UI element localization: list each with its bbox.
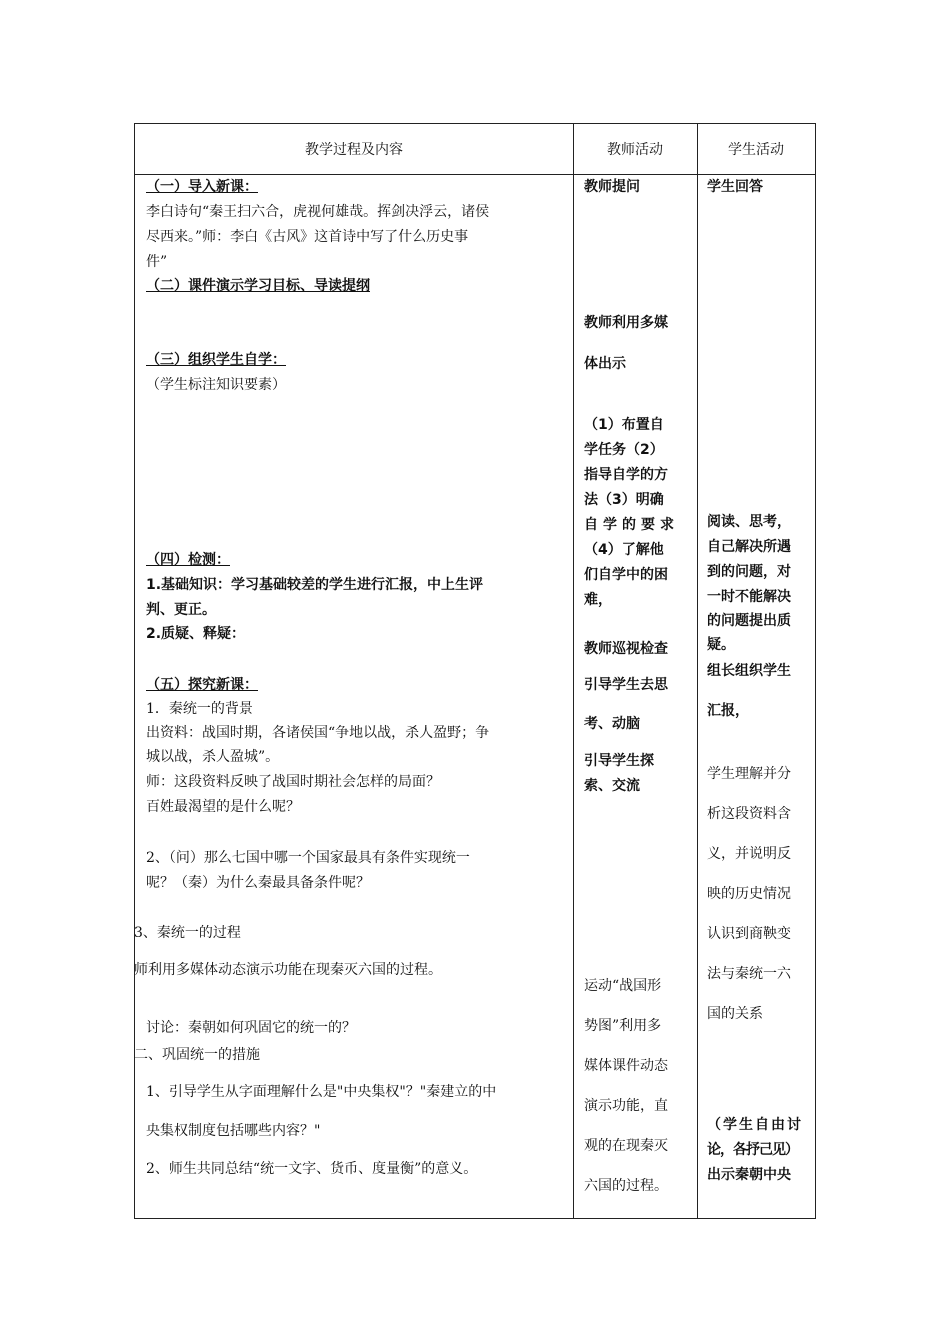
text-line: 呢？（秦）为什么秦最具备条件呢？ (146, 875, 370, 891)
text-line: 师：这段资料反映了战国时期社会怎样的局面？ (146, 774, 440, 790)
text-line: 3、秦统一的过程 (134, 925, 241, 941)
text-line: 论，各抒己见） (707, 1142, 798, 1158)
text-line: 2.质疑、释疑： (146, 626, 246, 642)
text-line: 运动“战国形 (584, 978, 662, 994)
text-line: 学任务（2） (584, 442, 664, 458)
text-line: 学生理解并分 (707, 766, 791, 782)
section-explore-title: （五）探究新课： (146, 677, 258, 693)
text-line: 件” (146, 254, 168, 270)
text-line: 六国的过程。 (584, 1178, 668, 1194)
text-line: 2、（问）那么七国中哪一个国家最具有条件实现统一 (146, 850, 470, 866)
text-line: 央集权制度包括哪些内容？" (146, 1123, 321, 1139)
text-line: 自己解决所遇 (707, 539, 791, 555)
text-line: （1）布置自 (584, 417, 664, 433)
section-objectives-title: （二）课件演示学习目标、导读提纲 (146, 278, 370, 294)
text-line: 认识到商鞅变 (707, 926, 791, 942)
section-intro-title: （一）导入新课： (146, 179, 258, 195)
text-line: 引导学生探 (584, 753, 654, 769)
text-line: 李白诗句“秦王扫六合，虎视何雄哉。挥剑决浮云，诸侯 (146, 204, 490, 220)
text-line: 难， (584, 592, 612, 608)
column-divider (573, 124, 574, 1218)
text-line: 组长组织学生 (707, 663, 791, 679)
text-line: 讨论：秦朝如何巩固它的统一的？ (146, 1020, 356, 1036)
text-line: 引导学生去思 (584, 677, 668, 693)
text-line: 1.基础知识：学习基础较差的学生进行汇报，中上生评 (146, 577, 484, 593)
text-line: 到的问题，对 (707, 564, 791, 580)
text-line: 学生回答 (707, 179, 763, 195)
text-line: 阅读、思考， (707, 514, 791, 530)
text-line: 势图”利用多 (584, 1018, 662, 1034)
text-line: 国的关系 (707, 1006, 763, 1022)
section-self-study-title: （三）组织学生自学： (146, 352, 286, 368)
text-line: 一时不能解决 (707, 589, 791, 605)
header-process-content: 教学过程及内容 (305, 142, 403, 158)
text-line: （4）了解他 (584, 542, 664, 558)
text-line: 教师巡视检查 (584, 641, 668, 657)
text-line: 疑。 (707, 637, 735, 653)
text-line: 索、交流 (584, 778, 640, 794)
header-student-activity: 学生活动 (728, 142, 784, 158)
text-line: 汇报， (707, 703, 749, 719)
text-line: 演示功能，直 (584, 1098, 668, 1114)
text-line: 尽西来。”师：李白《古风》这首诗中写了什么历史事 (146, 229, 469, 245)
text-line: 教师利用多媒 (584, 315, 668, 331)
text-line: 判、更正。 (146, 602, 216, 618)
text-line: 师利用多媒体动态演示功能在现秦灭六国的过程。 (134, 962, 442, 978)
text-line: （学生自由讨 (707, 1117, 803, 1133)
text-line: 自学的要求 (584, 517, 679, 533)
text-line: 1、引导学生从字面理解什么是"中央集权"？"秦建立的中 (146, 1084, 497, 1100)
text-line: 2、师生共同总结“统一文字、货币、度量衡”的意义。 (146, 1161, 478, 1177)
section-consolidate-title: 二、巩固统一的措施 (134, 1047, 260, 1063)
text-line: 映的历史情况 (707, 886, 791, 902)
text-line: （学生标注知识要素） (146, 377, 286, 393)
text-line: 指导自学的方 (584, 467, 668, 483)
text-line: 考、动脑 (584, 716, 640, 732)
text-line: 法与秦统一六 (707, 966, 791, 982)
header-teacher-activity: 教师活动 (607, 142, 663, 158)
text-line: 体出示 (584, 356, 626, 372)
text-line: 百姓最渴望的是什么呢？ (146, 799, 300, 815)
text-line: 出示秦朝中央 (707, 1167, 791, 1183)
text-line: 们自学中的困 (584, 567, 668, 583)
text-line: 出资料：战国时期，各诸侯国“争地以战，杀人盈野；争 (146, 725, 490, 741)
text-line: 1．秦统一的背景 (146, 701, 253, 717)
text-line: 义，并说明反 (707, 846, 791, 862)
section-check-title: （四）检测： (146, 552, 230, 568)
column-divider (697, 124, 698, 1218)
text-line: 教师提问 (584, 179, 640, 195)
text-line: 析这段资料含 (707, 806, 791, 822)
text-line: 的问题提出质 (707, 613, 791, 629)
text-line: 媒体课件动态 (584, 1058, 668, 1074)
text-line: 法（3）明确 (584, 492, 664, 508)
text-line: 城以战，杀人盈城”。 (146, 749, 280, 765)
text-line: 观的在现秦灭 (584, 1138, 668, 1154)
